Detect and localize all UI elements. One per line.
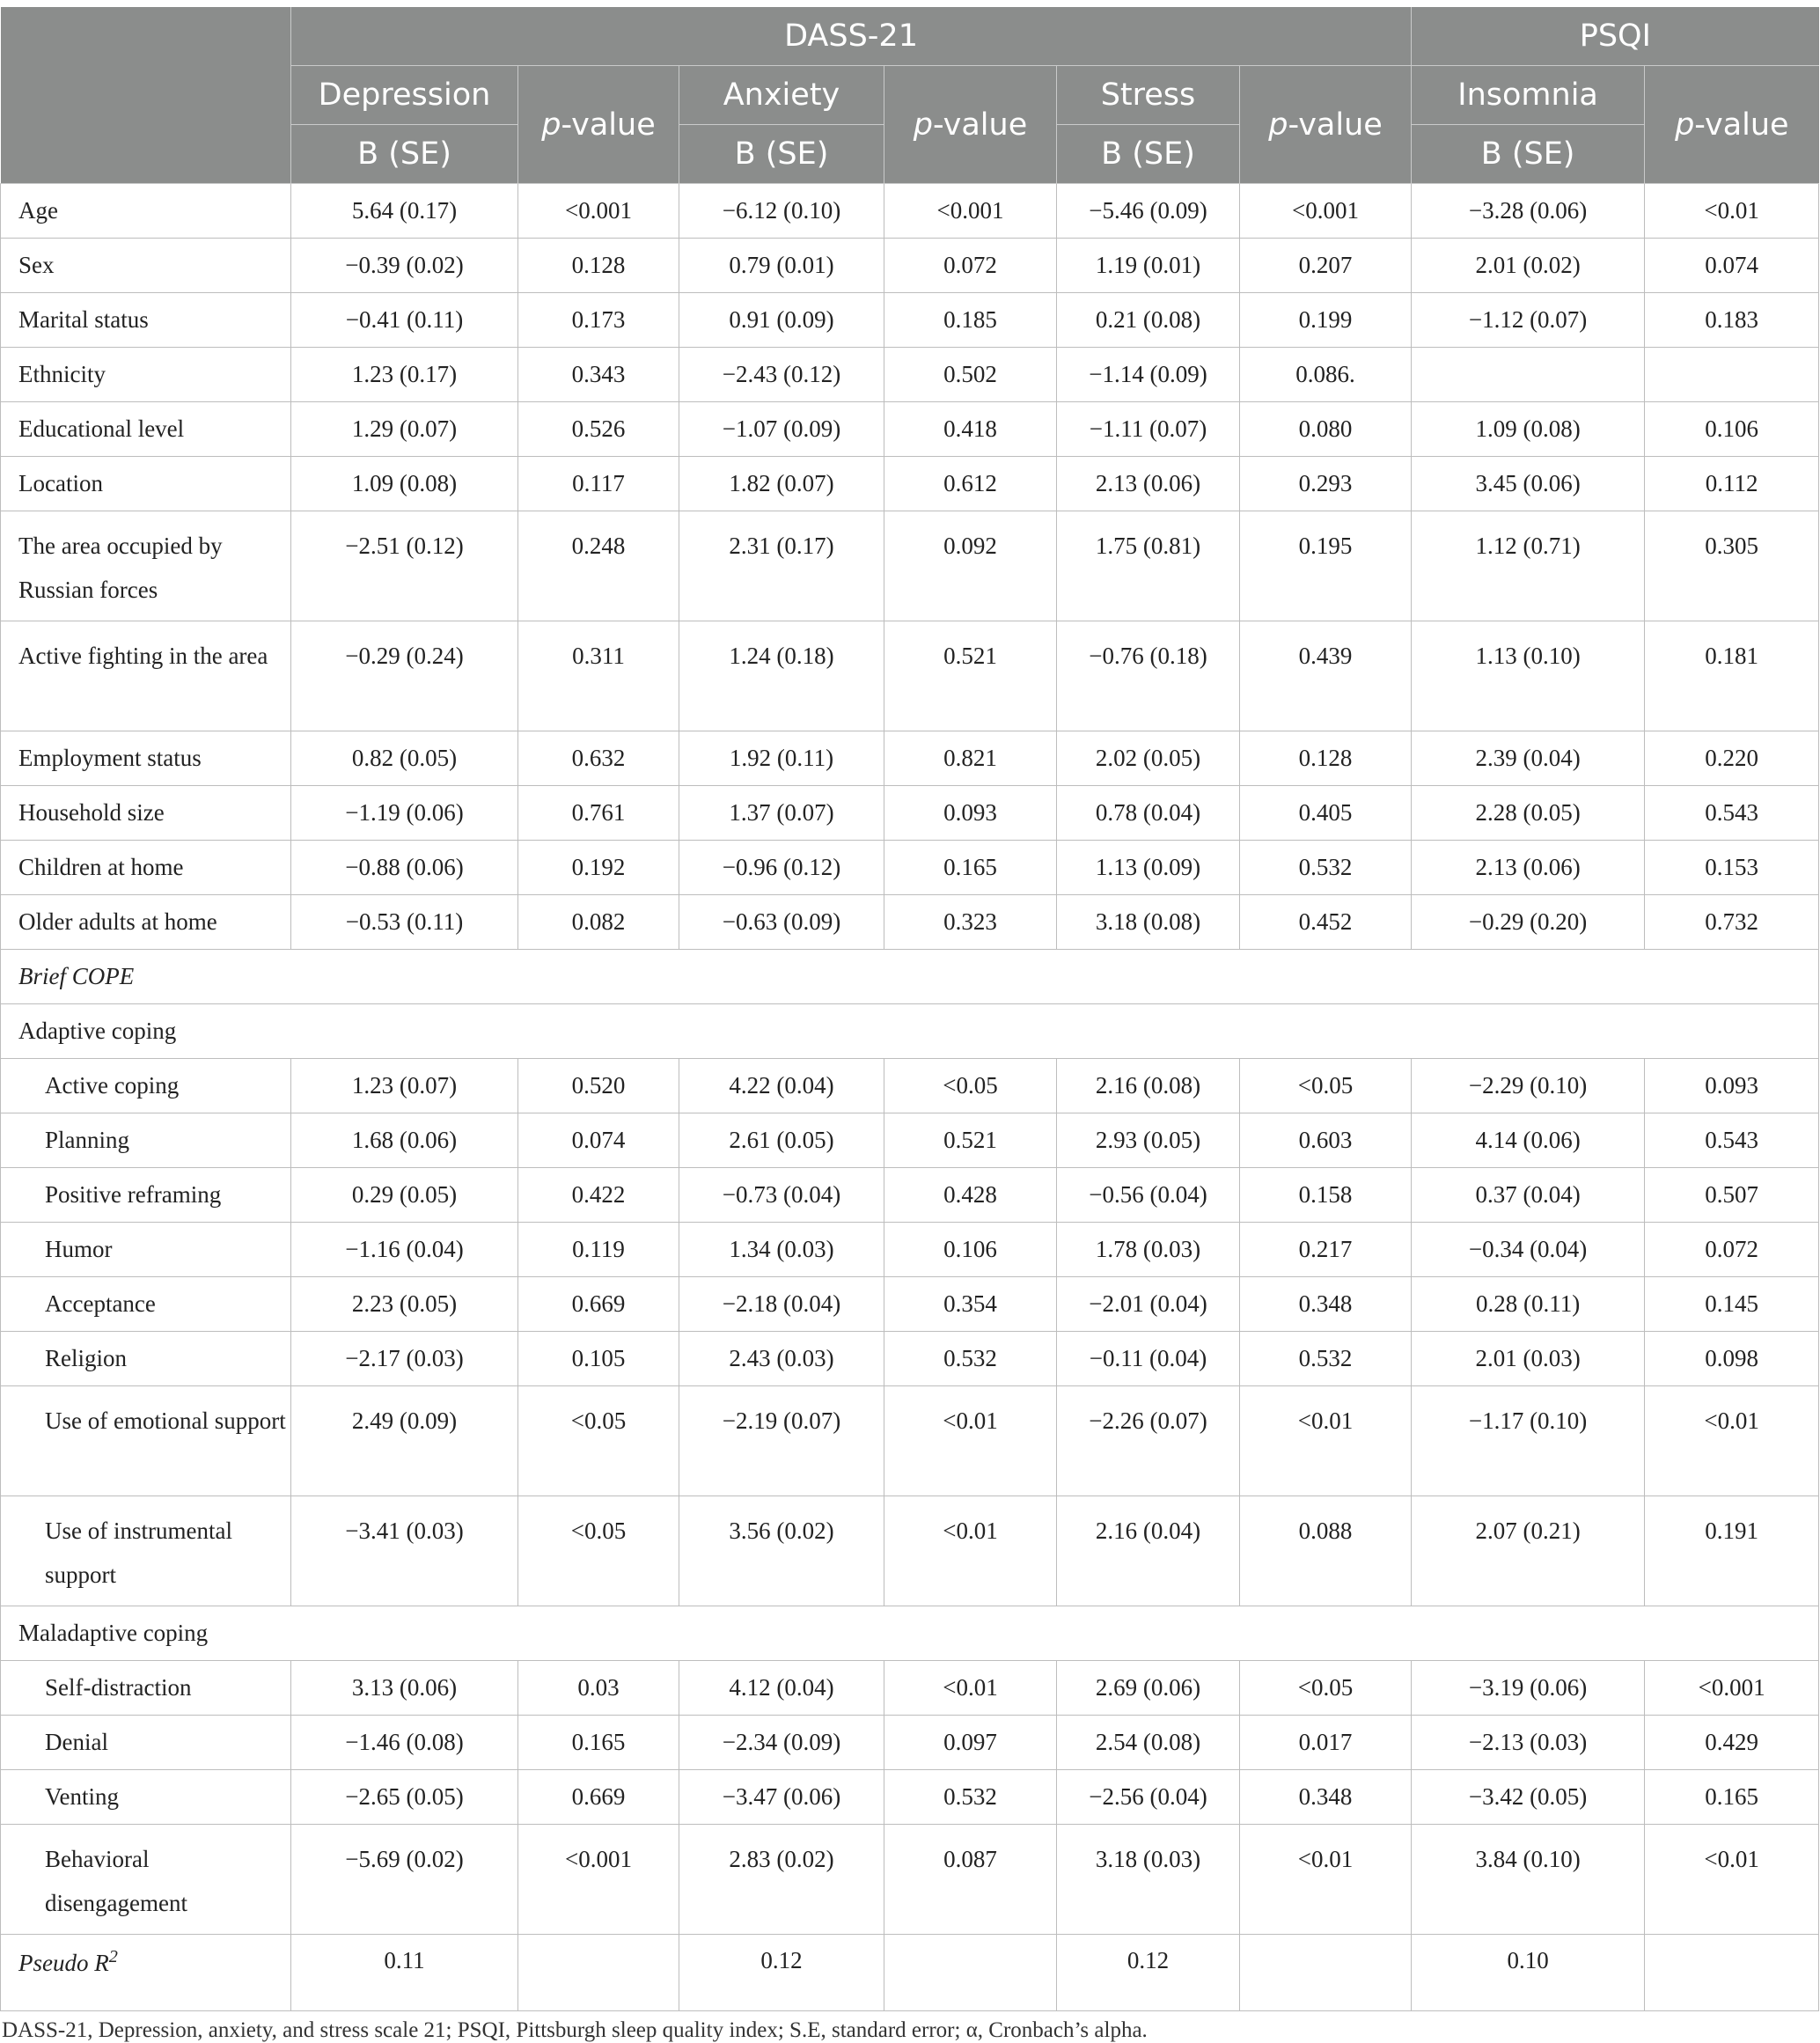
cell-pvalue: 0.165 xyxy=(1645,1770,1819,1825)
cell-coefficient: 2.39 (0.04) xyxy=(1412,731,1645,786)
cell-pvalue: 0.181 xyxy=(1645,621,1819,731)
cell-coefficient: −1.14 (0.09) xyxy=(1057,348,1240,402)
cell-pvalue: <0.01 xyxy=(1645,1825,1819,1935)
table-row xyxy=(1,1223,1819,1277)
cell-coefficient: 1.09 (0.08) xyxy=(291,457,518,511)
cell-pvalue: 0.248 xyxy=(518,511,679,621)
cell-coefficient: 0.29 (0.05) xyxy=(291,1168,518,1223)
cell-coefficient: −0.41 (0.11) xyxy=(291,293,518,348)
section-row xyxy=(1,1606,1819,1661)
cell-coefficient: −3.42 (0.05) xyxy=(1412,1770,1645,1825)
table-row xyxy=(1,457,1819,511)
pseudo-r2-label xyxy=(1,1935,291,2011)
header-group-dass: DASS-21 xyxy=(291,7,1412,66)
table-row xyxy=(1,621,1819,731)
cell-pvalue: 0.106 xyxy=(884,1223,1057,1277)
row-label: Acceptance xyxy=(1,1277,291,1332)
cell-coefficient: −2.51 (0.12) xyxy=(291,511,518,621)
cell-coefficient: 1.29 (0.07) xyxy=(291,402,518,457)
cell-pvalue: 0.612 xyxy=(884,457,1057,511)
cell-coefficient: −2.65 (0.05) xyxy=(291,1770,518,1825)
cell-coefficient: −1.46 (0.08) xyxy=(291,1716,518,1770)
table-row xyxy=(1,1496,1819,1606)
cell-coefficient: 2.61 (0.05) xyxy=(679,1113,884,1168)
cell-coefficient: −1.11 (0.07) xyxy=(1057,402,1240,457)
cell-coefficient: 0.82 (0.05) xyxy=(291,731,518,786)
header-pvalue-rest: -value xyxy=(932,107,1028,143)
table-row xyxy=(1,1113,1819,1168)
table-row xyxy=(1,184,1819,239)
cell-coefficient: 2.31 (0.17) xyxy=(679,511,884,621)
cell-coefficient: −0.29 (0.24) xyxy=(291,621,518,731)
pseudo-r2-value xyxy=(1240,1935,1412,2011)
cell-coefficient xyxy=(1412,348,1645,402)
cell-pvalue: 0.311 xyxy=(518,621,679,731)
table-row xyxy=(1,1277,1819,1332)
cell-pvalue: 0.207 xyxy=(1240,239,1412,293)
header-insomnia: Insomnia xyxy=(1412,66,1645,125)
cell-pvalue: 0.422 xyxy=(518,1168,679,1223)
pseudo-r2-value: 0.10 xyxy=(1412,1935,1645,2011)
cell-pvalue: 0.093 xyxy=(884,786,1057,841)
cell-pvalue: 0.348 xyxy=(1240,1277,1412,1332)
cell-coefficient: 0.37 (0.04) xyxy=(1412,1168,1645,1223)
cell-pvalue: 0.532 xyxy=(884,1332,1057,1386)
cell-pvalue: 0.074 xyxy=(518,1113,679,1168)
header-pvalue-rest: -value xyxy=(561,107,656,143)
cell-pvalue: 0.072 xyxy=(884,239,1057,293)
table-row xyxy=(1,293,1819,348)
cell-pvalue: 0.093 xyxy=(1645,1059,1819,1113)
cell-pvalue: <0.05 xyxy=(518,1386,679,1496)
cell-pvalue: <0.01 xyxy=(1645,184,1819,239)
cell-pvalue: 0.543 xyxy=(1645,1113,1819,1168)
cell-pvalue: <0.05 xyxy=(884,1059,1057,1113)
cell-coefficient: 1.34 (0.03) xyxy=(679,1223,884,1277)
cell-pvalue: 0.074 xyxy=(1645,239,1819,293)
row-label: Location xyxy=(1,457,291,511)
cell-pvalue: 0.521 xyxy=(884,1113,1057,1168)
header-blank-cell xyxy=(1,7,291,184)
cell-coefficient: 1.09 (0.08) xyxy=(1412,402,1645,457)
cell-pvalue: 0.088 xyxy=(1240,1496,1412,1606)
cell-coefficient: −0.34 (0.04) xyxy=(1412,1223,1645,1277)
table-row xyxy=(1,348,1819,402)
cell-pvalue: 0.098 xyxy=(1645,1332,1819,1386)
row-label: Behavioral disengagement xyxy=(1,1825,291,1935)
cell-coefficient: 1.37 (0.07) xyxy=(679,786,884,841)
cell-coefficient: 2.01 (0.03) xyxy=(1412,1332,1645,1386)
cell-coefficient: −2.43 (0.12) xyxy=(679,348,884,402)
cell-pvalue: 0.543 xyxy=(1645,786,1819,841)
cell-coefficient: −0.73 (0.04) xyxy=(679,1168,884,1223)
cell-coefficient: 4.22 (0.04) xyxy=(679,1059,884,1113)
cell-coefficient: −0.56 (0.04) xyxy=(1057,1168,1240,1223)
cell-pvalue: 0.603 xyxy=(1240,1113,1412,1168)
cell-pvalue: 0.526 xyxy=(518,402,679,457)
cell-pvalue: 0.119 xyxy=(518,1223,679,1277)
row-label: Humor xyxy=(1,1223,291,1277)
header-bse: B (SE) xyxy=(291,125,518,184)
cell-pvalue: <0.001 xyxy=(518,184,679,239)
regression-table-container xyxy=(0,7,1818,2043)
cell-coefficient: 3.84 (0.10) xyxy=(1412,1825,1645,1935)
cell-pvalue: 0.192 xyxy=(518,841,679,895)
cell-pvalue: <0.001 xyxy=(1645,1661,1819,1716)
cell-pvalue: 0.017 xyxy=(1240,1716,1412,1770)
row-label: Use of instrumental support xyxy=(1,1496,291,1606)
cell-pvalue: 0.153 xyxy=(1645,841,1819,895)
cell-pvalue: 0.220 xyxy=(1645,731,1819,786)
row-label: Planning xyxy=(1,1113,291,1168)
cell-coefficient: 2.16 (0.08) xyxy=(1057,1059,1240,1113)
cell-coefficient: −3.41 (0.03) xyxy=(291,1496,518,1606)
cell-coefficient: −5.46 (0.09) xyxy=(1057,184,1240,239)
cell-coefficient: −3.28 (0.06) xyxy=(1412,184,1645,239)
row-label: Ethnicity xyxy=(1,348,291,402)
cell-pvalue: 0.507 xyxy=(1645,1168,1819,1223)
cell-coefficient: 2.13 (0.06) xyxy=(1057,457,1240,511)
header-bse: B (SE) xyxy=(1057,125,1240,184)
pseudo-r2-value: 0.12 xyxy=(679,1935,884,2011)
header-pvalue xyxy=(1240,66,1412,184)
cell-coefficient: 2.43 (0.03) xyxy=(679,1332,884,1386)
cell-pvalue: 0.343 xyxy=(518,348,679,402)
table-row xyxy=(1,1770,1819,1825)
cell-coefficient: 0.78 (0.04) xyxy=(1057,786,1240,841)
header-anxiety: Anxiety xyxy=(679,66,884,125)
section-row xyxy=(1,950,1819,1004)
cell-coefficient: 3.18 (0.03) xyxy=(1057,1825,1240,1935)
table-row xyxy=(1,786,1819,841)
cell-coefficient: 0.28 (0.11) xyxy=(1412,1277,1645,1332)
cell-coefficient: 1.12 (0.71) xyxy=(1412,511,1645,621)
cell-coefficient: 0.21 (0.08) xyxy=(1057,293,1240,348)
cell-coefficient: 3.13 (0.06) xyxy=(291,1661,518,1716)
cell-pvalue: 0.183 xyxy=(1645,293,1819,348)
cell-pvalue: <0.01 xyxy=(1240,1825,1412,1935)
row-label: The area occupied by Russian forces xyxy=(1,511,291,621)
row-label: Positive reframing xyxy=(1,1168,291,1223)
pseudo-r2-superscript: 2 xyxy=(108,1947,118,1966)
cell-pvalue: 0.087 xyxy=(884,1825,1057,1935)
section-heading-adaptive: Adaptive coping xyxy=(1,1004,1819,1059)
cell-coefficient: −2.19 (0.07) xyxy=(679,1386,884,1496)
cell-coefficient: 2.01 (0.02) xyxy=(1412,239,1645,293)
cell-pvalue: 0.097 xyxy=(884,1716,1057,1770)
cell-coefficient: −1.16 (0.04) xyxy=(291,1223,518,1277)
table-row xyxy=(1,402,1819,457)
header-group-psqi: PSQI xyxy=(1412,7,1819,66)
table-row xyxy=(1,1059,1819,1113)
cell-pvalue: 0.502 xyxy=(884,348,1057,402)
cell-pvalue: 0.158 xyxy=(1240,1168,1412,1223)
cell-pvalue: 0.105 xyxy=(518,1332,679,1386)
cell-coefficient: −2.56 (0.04) xyxy=(1057,1770,1240,1825)
cell-coefficient: −2.26 (0.07) xyxy=(1057,1386,1240,1496)
cell-pvalue: 0.428 xyxy=(884,1168,1057,1223)
row-label: Use of emotional support xyxy=(1,1386,291,1496)
row-label: Active fighting in the area xyxy=(1,621,291,731)
row-label: Denial xyxy=(1,1716,291,1770)
cell-coefficient: 2.07 (0.21) xyxy=(1412,1496,1645,1606)
table-row xyxy=(1,1661,1819,1716)
cell-pvalue: 0.429 xyxy=(1645,1716,1819,1770)
section-heading-maladaptive: Maladaptive coping xyxy=(1,1606,1819,1661)
cell-pvalue: 0.439 xyxy=(1240,621,1412,731)
cell-pvalue: 0.521 xyxy=(884,621,1057,731)
cell-coefficient: 1.13 (0.09) xyxy=(1057,841,1240,895)
table-row xyxy=(1,731,1819,786)
header-stress: Stress xyxy=(1057,66,1240,125)
header-pvalue xyxy=(884,66,1057,184)
table-footnote: DASS-21, Depression, anxiety, and stress scale 21; PSQI, Pittsburgh sleep quality index; S.E, standard error; α, Cronbach’s alpha. xyxy=(2,2018,1148,2042)
header-pvalue xyxy=(518,66,679,184)
row-label: Self-distraction xyxy=(1,1661,291,1716)
cell-coefficient: −0.53 (0.11) xyxy=(291,895,518,950)
pseudo-r2-value xyxy=(884,1935,1057,2011)
section-heading-brief-cope: Brief COPE xyxy=(1,950,1819,1004)
cell-pvalue: 0.072 xyxy=(1645,1223,1819,1277)
cell-pvalue: <0.001 xyxy=(518,1825,679,1935)
cell-pvalue: 0.348 xyxy=(1240,1770,1412,1825)
cell-pvalue: 0.305 xyxy=(1645,511,1819,621)
cell-coefficient: −0.63 (0.09) xyxy=(679,895,884,950)
cell-coefficient: 3.18 (0.08) xyxy=(1057,895,1240,950)
row-label: Venting xyxy=(1,1770,291,1825)
cell-coefficient: 2.13 (0.06) xyxy=(1412,841,1645,895)
cell-pvalue: 0.195 xyxy=(1240,511,1412,621)
cell-coefficient: 2.54 (0.08) xyxy=(1057,1716,1240,1770)
cell-pvalue: <0.01 xyxy=(1645,1386,1819,1496)
table-row xyxy=(1,1716,1819,1770)
row-label: Household size xyxy=(1,786,291,841)
row-label: Marital status xyxy=(1,293,291,348)
cell-coefficient: 1.82 (0.07) xyxy=(679,457,884,511)
cell-coefficient: −2.34 (0.09) xyxy=(679,1716,884,1770)
cell-coefficient: −0.11 (0.04) xyxy=(1057,1332,1240,1386)
cell-pvalue: 0.532 xyxy=(884,1770,1057,1825)
cell-pvalue: 0.520 xyxy=(518,1059,679,1113)
cell-pvalue: 0.669 xyxy=(518,1277,679,1332)
cell-pvalue: <0.05 xyxy=(1240,1059,1412,1113)
table-row xyxy=(1,1168,1819,1223)
pseudo-r2-value: 0.11 xyxy=(291,1935,518,2011)
cell-coefficient: 2.23 (0.05) xyxy=(291,1277,518,1332)
table-row xyxy=(1,841,1819,895)
cell-coefficient: −2.13 (0.03) xyxy=(1412,1716,1645,1770)
row-label: Children at home xyxy=(1,841,291,895)
header-pvalue-p: p xyxy=(541,107,561,143)
table-row xyxy=(1,1332,1819,1386)
cell-coefficient: 4.12 (0.04) xyxy=(679,1661,884,1716)
cell-pvalue: <0.01 xyxy=(884,1386,1057,1496)
cell-pvalue: 0.323 xyxy=(884,895,1057,950)
cell-coefficient: −2.29 (0.10) xyxy=(1412,1059,1645,1113)
cell-pvalue: 0.165 xyxy=(518,1716,679,1770)
cell-coefficient: −0.76 (0.18) xyxy=(1057,621,1240,731)
cell-coefficient: 1.75 (0.81) xyxy=(1057,511,1240,621)
cell-coefficient: 2.49 (0.09) xyxy=(291,1386,518,1496)
cell-coefficient: −5.69 (0.02) xyxy=(291,1825,518,1935)
cell-coefficient: 3.56 (0.02) xyxy=(679,1496,884,1606)
table-row xyxy=(1,239,1819,293)
cell-coefficient: 1.23 (0.17) xyxy=(291,348,518,402)
cell-coefficient: −1.17 (0.10) xyxy=(1412,1386,1645,1496)
row-label: Religion xyxy=(1,1332,291,1386)
cell-coefficient: −3.19 (0.06) xyxy=(1412,1661,1645,1716)
table-body xyxy=(1,184,1819,2011)
cell-pvalue: 0.086. xyxy=(1240,348,1412,402)
pseudo-r2-value: 0.12 xyxy=(1057,1935,1240,2011)
cell-coefficient: 1.78 (0.03) xyxy=(1057,1223,1240,1277)
cell-coefficient: −2.18 (0.04) xyxy=(679,1277,884,1332)
row-label: Educational level xyxy=(1,402,291,457)
cell-pvalue: 0.532 xyxy=(1240,1332,1412,1386)
cell-coefficient: −2.01 (0.04) xyxy=(1057,1277,1240,1332)
cell-pvalue: <0.01 xyxy=(884,1496,1057,1606)
cell-coefficient: 1.19 (0.01) xyxy=(1057,239,1240,293)
cell-coefficient: −0.39 (0.02) xyxy=(291,239,518,293)
table-row xyxy=(1,1386,1819,1496)
cell-coefficient: −1.19 (0.06) xyxy=(291,786,518,841)
cell-pvalue: 0.418 xyxy=(884,402,1057,457)
cell-pvalue: 0.165 xyxy=(884,841,1057,895)
row-label: Age xyxy=(1,184,291,239)
cell-coefficient: 1.92 (0.11) xyxy=(679,731,884,786)
cell-pvalue: 0.669 xyxy=(518,1770,679,1825)
row-label: Older adults at home xyxy=(1,895,291,950)
cell-pvalue: 0.145 xyxy=(1645,1277,1819,1332)
cell-pvalue: 0.191 xyxy=(1645,1496,1819,1606)
cell-pvalue: 0.082 xyxy=(518,895,679,950)
cell-pvalue: 0.092 xyxy=(884,511,1057,621)
cell-pvalue: <0.01 xyxy=(884,1661,1057,1716)
pseudo-r2-value xyxy=(518,1935,679,2011)
cell-pvalue: 0.405 xyxy=(1240,786,1412,841)
cell-pvalue: 0.532 xyxy=(1240,841,1412,895)
cell-pvalue: <0.001 xyxy=(884,184,1057,239)
header-pvalue-rest: -value xyxy=(1694,107,1789,143)
cell-coefficient: 0.79 (0.01) xyxy=(679,239,884,293)
cell-coefficient: 2.16 (0.04) xyxy=(1057,1496,1240,1606)
cell-coefficient: −0.29 (0.20) xyxy=(1412,895,1645,950)
header-pvalue-p: p xyxy=(913,107,933,143)
cell-coefficient: 1.68 (0.06) xyxy=(291,1113,518,1168)
table-row xyxy=(1,511,1819,621)
pseudo-r2-row xyxy=(1,1935,1819,2011)
cell-pvalue: 0.106 xyxy=(1645,402,1819,457)
cell-pvalue: 0.117 xyxy=(518,457,679,511)
cell-pvalue: <0.01 xyxy=(1240,1386,1412,1496)
cell-coefficient: 1.23 (0.07) xyxy=(291,1059,518,1113)
cell-coefficient: 1.24 (0.18) xyxy=(679,621,884,731)
cell-coefficient: 2.93 (0.05) xyxy=(1057,1113,1240,1168)
cell-pvalue: 0.199 xyxy=(1240,293,1412,348)
cell-coefficient: 1.13 (0.10) xyxy=(1412,621,1645,731)
pseudo-r2-value xyxy=(1645,1935,1819,2011)
cell-pvalue: 0.128 xyxy=(518,239,679,293)
header-depression: Depression xyxy=(291,66,518,125)
cell-pvalue: <0.001 xyxy=(1240,184,1412,239)
table-row xyxy=(1,895,1819,950)
cell-coefficient: −3.47 (0.06) xyxy=(679,1770,884,1825)
header-pvalue-p: p xyxy=(1675,107,1695,143)
cell-pvalue: <0.05 xyxy=(1240,1661,1412,1716)
cell-coefficient: 0.91 (0.09) xyxy=(679,293,884,348)
cell-coefficient: −2.17 (0.03) xyxy=(291,1332,518,1386)
header-bse: B (SE) xyxy=(1412,125,1645,184)
cell-pvalue: 0.03 xyxy=(518,1661,679,1716)
cell-coefficient: −6.12 (0.10) xyxy=(679,184,884,239)
cell-pvalue: 0.080 xyxy=(1240,402,1412,457)
row-label: Sex xyxy=(1,239,291,293)
cell-coefficient: 2.69 (0.06) xyxy=(1057,1661,1240,1716)
cell-coefficient: 2.28 (0.05) xyxy=(1412,786,1645,841)
cell-coefficient: −1.12 (0.07) xyxy=(1412,293,1645,348)
cell-coefficient: −0.96 (0.12) xyxy=(679,841,884,895)
cell-coefficient: −1.07 (0.09) xyxy=(679,402,884,457)
pseudo-r2-text: Pseudo R xyxy=(18,1950,109,1976)
row-label: Employment status xyxy=(1,731,291,786)
cell-pvalue: 0.452 xyxy=(1240,895,1412,950)
table-header xyxy=(1,7,1819,184)
cell-coefficient: 4.14 (0.06) xyxy=(1412,1113,1645,1168)
header-pvalue xyxy=(1645,66,1819,184)
cell-pvalue: 0.632 xyxy=(518,731,679,786)
cell-pvalue: 0.354 xyxy=(884,1277,1057,1332)
cell-pvalue: 0.112 xyxy=(1645,457,1819,511)
cell-pvalue: 0.173 xyxy=(518,293,679,348)
cell-coefficient: 2.02 (0.05) xyxy=(1057,731,1240,786)
cell-pvalue xyxy=(1645,348,1819,402)
regression-table xyxy=(0,7,1819,2011)
row-label: Active coping xyxy=(1,1059,291,1113)
cell-coefficient: 3.45 (0.06) xyxy=(1412,457,1645,511)
table-row xyxy=(1,1825,1819,1935)
header-bse: B (SE) xyxy=(679,125,884,184)
cell-pvalue: 0.217 xyxy=(1240,1223,1412,1277)
section-row xyxy=(1,1004,1819,1059)
cell-coefficient: 2.83 (0.02) xyxy=(679,1825,884,1935)
cell-coefficient: 5.64 (0.17) xyxy=(291,184,518,239)
header-pvalue-rest: -value xyxy=(1288,107,1383,143)
cell-pvalue: 0.732 xyxy=(1645,895,1819,950)
cell-pvalue: 0.185 xyxy=(884,293,1057,348)
cell-coefficient: −0.88 (0.06) xyxy=(291,841,518,895)
cell-pvalue: <0.05 xyxy=(518,1496,679,1606)
header-pvalue-p: p xyxy=(1268,107,1288,143)
cell-pvalue: 0.821 xyxy=(884,731,1057,786)
cell-pvalue: 0.128 xyxy=(1240,731,1412,786)
cell-pvalue: 0.293 xyxy=(1240,457,1412,511)
cell-pvalue: 0.761 xyxy=(518,786,679,841)
